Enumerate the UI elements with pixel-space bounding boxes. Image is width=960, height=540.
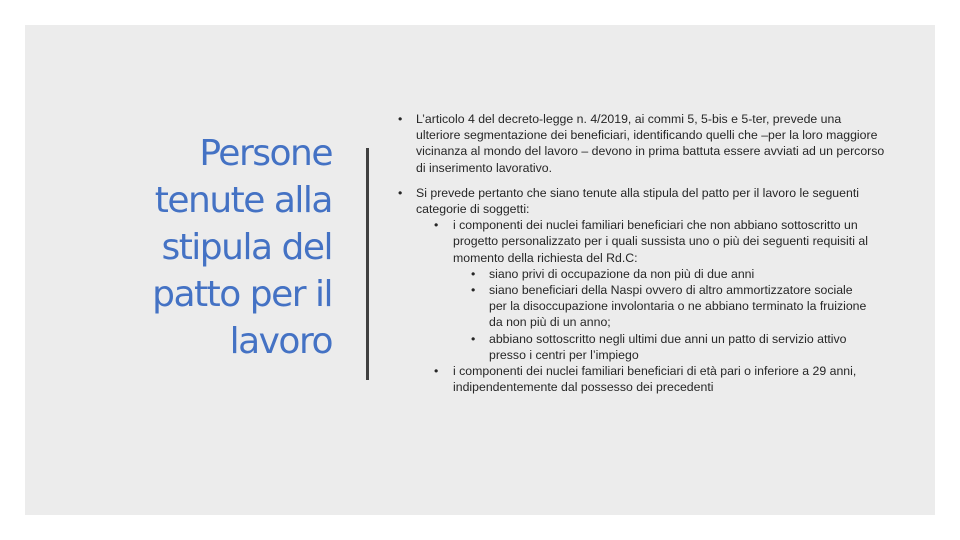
bullet-text: abbiano sottoscritto negli ultimi due anni un patto di servizio attivo presso i centri per l’impiego xyxy=(489,331,847,362)
slide-title xyxy=(120,130,332,365)
bullet-icon: • xyxy=(471,331,476,346)
vertical-divider xyxy=(366,148,369,380)
sub-sub-bullet-item xyxy=(396,266,896,282)
sub-bullet-item xyxy=(396,363,896,395)
sub-sub-bullet-item xyxy=(396,331,896,363)
title-line: lavoro xyxy=(229,321,332,362)
bullet-icon: • xyxy=(398,112,403,126)
bullet-icon: • xyxy=(434,218,439,233)
bullet-item xyxy=(396,111,896,176)
sub-sub-bullet-item xyxy=(396,282,896,331)
bullet-icon: • xyxy=(471,266,476,281)
bullet-icon: • xyxy=(434,364,439,379)
bullet-text: i componenti dei nuclei familiari beneficiari che non abbiano sottoscritto un progetto personalizzato per i quali sussista uno o più dei seguenti requisiti al momento della richiesta del Rd.C: xyxy=(453,218,868,265)
bullet-text: siano privi di occupazione da non più di due anni xyxy=(489,266,755,281)
bullet-text: siano beneficiari della Naspi ovvero di altro ammortizzatore sociale per la disoccupazione involontaria o ne abbiano terminato la fruizione da non più di un anno; xyxy=(489,283,867,330)
title-line: patto per il xyxy=(152,274,332,315)
bullet-icon: • xyxy=(471,283,476,298)
body-text xyxy=(396,111,896,395)
title-line: stipula del xyxy=(161,227,332,268)
bullet-text: i componenti dei nuclei familiari beneficiari di età pari o inferiore a 29 anni, indipendentemente dal possesso dei precedenti xyxy=(453,364,857,395)
bullet-item xyxy=(396,185,896,217)
bullet-text: Si prevede pertanto che siano tenute alla stipula del patto per il lavoro le seguenti categorie di soggetti: xyxy=(416,185,859,217)
sub-bullet-item xyxy=(396,217,896,266)
bullet-icon: • xyxy=(398,185,403,200)
title-line: tenute alla xyxy=(154,180,332,221)
bullet-text: L’articolo 4 del decreto-legge n. 4/2019, ai commi 5, 5-bis e 5-ter, prevede una ulteriore segmentazione dei beneficiari, identificando quelli che –per la loro maggiore vicinanza al mondo del lavoro – devono in prima battuta essere avviati ad un percorso di inserimento lavorativo. xyxy=(416,112,885,175)
title-line: Persone xyxy=(199,133,332,174)
